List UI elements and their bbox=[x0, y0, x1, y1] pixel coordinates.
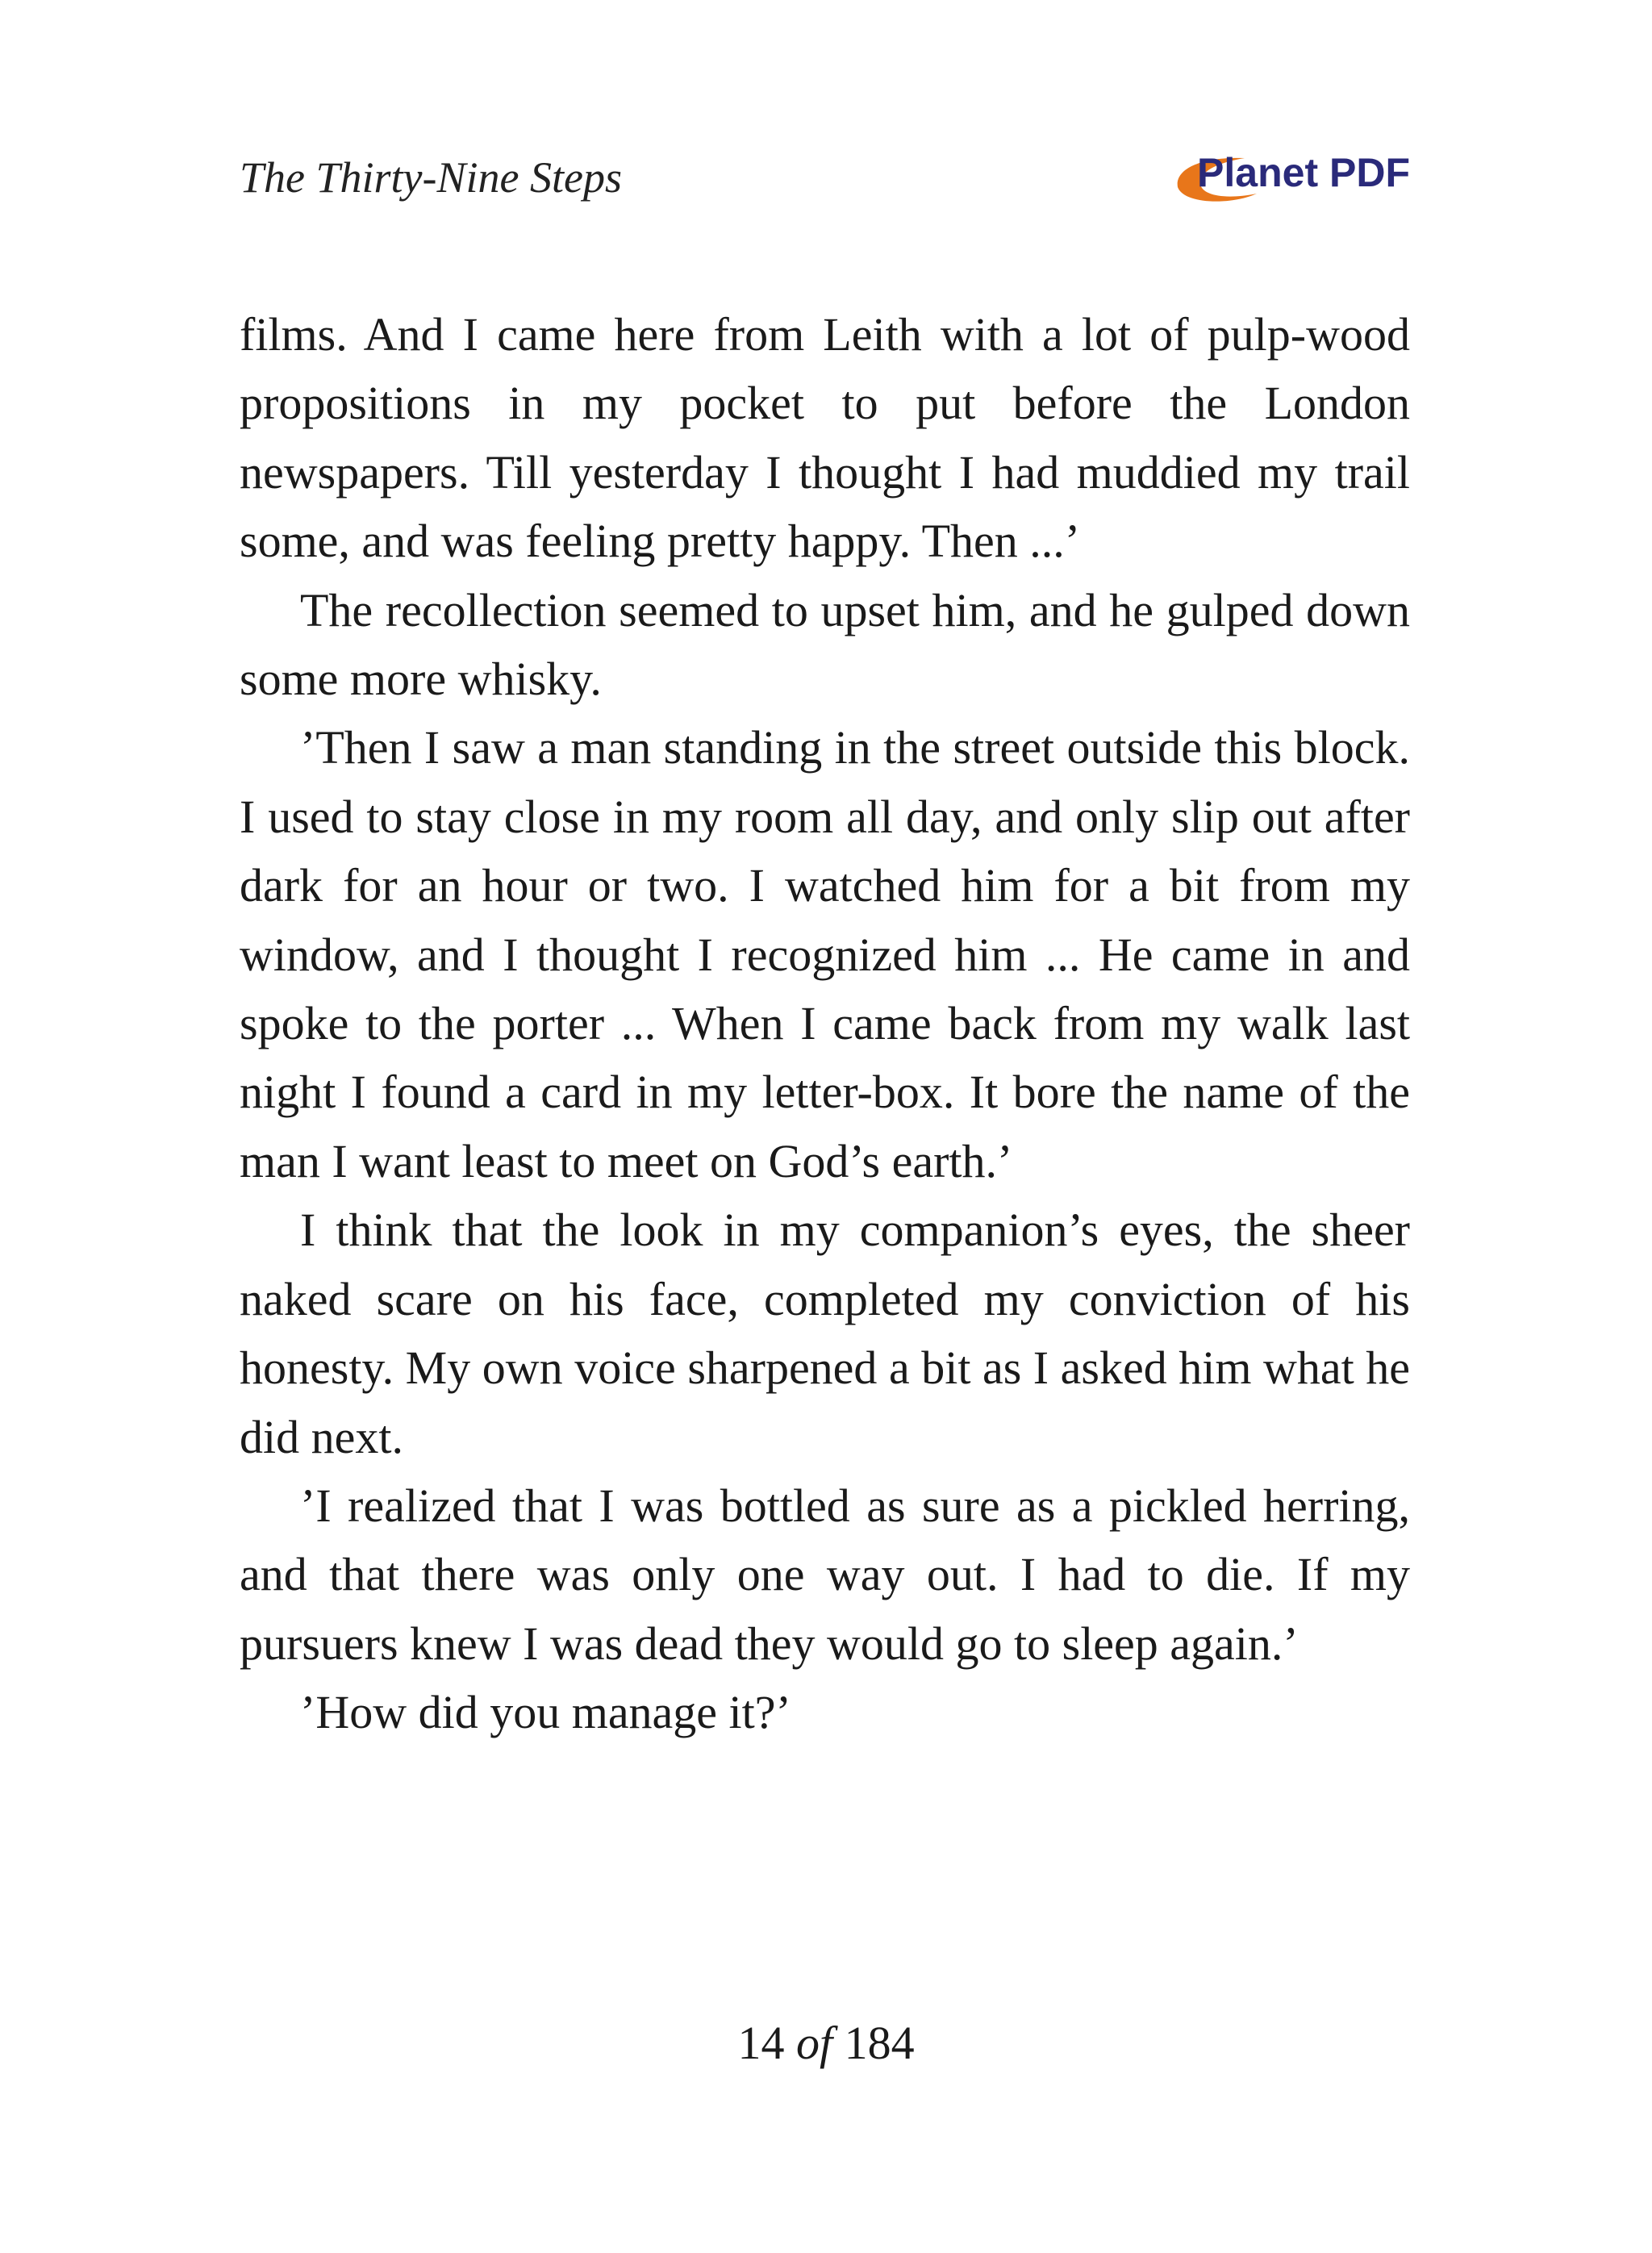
paragraph-5: ’I realized that I was bottled as sure as a pickled herring, and that there was only one way out. I had to die. If my pursuers knew I was dead they would go to sleep again.’ bbox=[240, 1479, 1410, 1670]
paragraph-4: I think that the look in my companion’s eyes, the sheer naked scare on his face, completed my conviction of his honesty. My own voice sharpened a bit as I asked him what he did next. bbox=[240, 1204, 1410, 1463]
total-pages: 184 bbox=[844, 2017, 915, 2069]
page-header bbox=[240, 145, 1410, 210]
page-footer bbox=[0, 2015, 1652, 2072]
paragraph-3: ’Then I saw a man standing in the street outside this block. I used to stay close in my room all day, and only slip out after dark for an hour or two. I watched him for a bit from my window, and I thought I recognized him ... He came in and spoke to the porter ... When I came back from my walk last night I found a card in my letter-box. It bore the name of the man I want least to meet on God’s earth.’ bbox=[240, 721, 1410, 1187]
logo-text: Planet PDF bbox=[1197, 150, 1410, 195]
page-of-label: of bbox=[795, 2017, 833, 2069]
paragraph-2: The recollection seemed to upset him, and he gulped down some more whisky. bbox=[240, 583, 1410, 706]
book-title: The Thirty-Nine Steps bbox=[240, 153, 622, 202]
paragraph-1: films. And I came here from Leith with a lot of pulp-wood propositions in my pocket to put before the London newspapers. Till yesterday I thought I had muddied my trail some, and was feeling pretty happy. Then ...’ bbox=[240, 308, 1410, 568]
page-number: 14 bbox=[737, 2017, 785, 2069]
paragraph-6: ’How did you manage it?’ bbox=[300, 1686, 791, 1739]
planet-pdf-logo bbox=[1168, 145, 1410, 210]
body-text bbox=[240, 300, 1410, 1747]
